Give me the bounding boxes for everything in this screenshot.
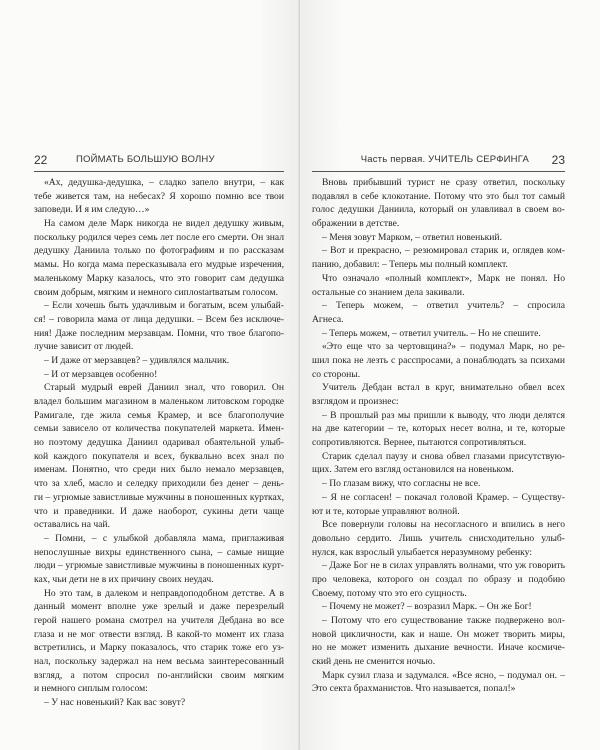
text-line: мамы. Но когда мама пересказывала его мудрые изречения,: [34, 259, 284, 271]
text-line: Старик сделал паузу и снова обвел глазами присутствую-: [322, 450, 565, 462]
text-line: Учитель Дебдан встал в круг, внимательно обвел всех: [322, 382, 565, 394]
text-line: – И даже от мерзавцев? – удивлялся мальчик.: [44, 354, 230, 366]
text-line: своим добрым, мягким и немного сиплоstartватым голосом.: [34, 286, 278, 298]
text-line: тебе живется там, на небесах? Я хорошо помню все твои: [34, 190, 284, 202]
left-page-number: 22: [34, 153, 48, 167]
text-line: про человека, которого он создал по образу и подобию: [312, 573, 565, 585]
text-line: – Почему не может? – возразил Марк. – Он же Бог!: [322, 601, 532, 613]
text-line: маленькому Марку казалось, что это говорит сам дедушка: [34, 272, 284, 284]
text-line: подавлял в себе клокотание. Потому что это был тот самый: [312, 190, 565, 202]
text-line: – Помни, – с улыбкой добавляла мама, приглаживая: [44, 532, 284, 544]
text-line: семьи зависело от количества покупателей маркета. Имен-: [34, 423, 284, 435]
text-line: Своему, потому что это его сущность.: [312, 587, 467, 599]
text-line: – В прошлый раз мы пришли к выводу, что люди делятся: [322, 409, 565, 421]
text-line: «Это еще что за чертовщина?» – подумал Марк, но ре-: [322, 341, 565, 353]
text-line: люди – угрюмые завистливые мужчины в поношенных курт-: [34, 560, 284, 572]
text-line: нал, поскольку задержал на нем весьма заинтересованный: [34, 656, 284, 668]
text-line: со стороны.: [312, 368, 361, 380]
text-line: ображении в детстве.: [312, 218, 400, 230]
text-line: довольно сердито. Лишь учитель снисходительно улыб-: [312, 532, 565, 544]
text-line: Но это там, в далеком и неправдоподобном детстве. А в: [44, 587, 284, 599]
text-line: данный момент вполне уже зрелый и даже перезрелый: [34, 601, 284, 613]
text-line: герой нашего романа смотрел на учителя Дебдана во все: [34, 615, 284, 626]
text-line: Старый мудрый еврей Даниил знал, что говорил. Он: [44, 382, 284, 394]
text-line: но поэтому дедушка Даниил одаривал обаятельной улыб-: [34, 437, 284, 449]
text-line: щих. Затем его взгляд остановился на новеньком.: [312, 464, 514, 476]
text-line: встретились, и Марку показалось, что старик тоже его уз-: [34, 642, 284, 654]
text-line: – Меня зовут Марком, – ответил новенький.: [322, 231, 502, 243]
text-line: Рамигале, где жила семья Крамер, и все благополучие: [34, 409, 284, 421]
text-line: ся! – говорила мама от лица дедушки. – Всем без исключе-: [34, 313, 284, 325]
text-line: нулся, как взрослый улыбается неразумному ребенку:: [312, 546, 533, 558]
text-line: – По глазам вижу, что согласны не все.: [322, 478, 481, 490]
left-running-title: ПОЙМАТЬ БОЛЬШУЮ ВОЛНУ: [76, 154, 215, 165]
text-line: поскольку родился через семь лет после его смерти. Он знал: [34, 231, 284, 243]
text-line: что за хлеб, масло и селедку приходили без денег – день-: [34, 478, 284, 490]
right-page-number: 23: [551, 153, 565, 167]
text-line: ги – угрюмые завистливые мужчины в поношенных куртках,: [34, 491, 284, 503]
text-line: ют и те, которые управляют волной.: [312, 505, 460, 517]
text-line: Вновь прибывший турист не сразу ответил, поскольку: [322, 177, 565, 188]
text-line: оставались на чай.: [34, 519, 110, 531]
text-line: лучие зависит от людей.: [34, 341, 134, 353]
text-line: – Теперь можем, – ответил учитель? – спросила: [322, 300, 565, 312]
right-page-header: [312, 153, 565, 167]
text-line: Это секта брахманистов. Что называется, попал!»: [312, 683, 516, 695]
text-line: глаза и не мог отвести взгляд. В какой-то момент их глаза: [34, 628, 284, 640]
text-line: Марк сузил глаза и задумался. «Все ясно, – подумал он. –: [322, 669, 565, 681]
text-line: ния! Даже последним мерзавцам. Помни, что твое благопо-: [34, 327, 284, 339]
right-page-text: [312, 176, 565, 696]
text-line: На самом деле Марк никогда не видел дедушку живым,: [44, 218, 284, 230]
text-line: ках, чьи дети не в их причину своих неудач.: [34, 573, 214, 585]
text-line: шил пока не лезть с расспросами, а понаблюдать за психами: [312, 354, 565, 366]
text-line: – Если хочешь быть удачливым и богатым, всем улыбай-: [44, 300, 284, 312]
text-line: «Ах, дедушка-дедушка, – сладко запело внутри, – как: [44, 177, 284, 188]
text-line: остальные со знанием дела закивали.: [312, 286, 465, 298]
text-line: – И от мерзавцев особенно!: [44, 368, 158, 380]
text-line: заповеди. И я им следую…»: [34, 204, 150, 216]
text-line: – Потому что его существование также подвержено вол-: [322, 615, 565, 626]
left-header-rule: [34, 171, 284, 172]
text-line: но не может изменить дыхание вечности. Иначе космиче-: [312, 642, 565, 654]
text-line: – Я не согласен! – покачал головой Крамер. – Существу-: [322, 491, 565, 503]
text-line: дедушку Даниила только по фотографиям и по рассказам: [34, 245, 284, 257]
text-line: владел большим магазином в маленьком литовском городке: [34, 396, 284, 407]
right-running-title: Часть первая. УЧИТЕЛЬ СЕРФИНГА: [360, 154, 529, 165]
left-page-header: [34, 153, 284, 167]
text-line: Что означало «полный комплект», Марк не понял. Но: [322, 272, 565, 284]
left-page-text: [34, 176, 284, 710]
text-line: Все повернули головы на несогласного и впились в него: [322, 519, 565, 531]
text-line: – Даже Бог не в силах управлять волнами, что уж говорить: [322, 560, 565, 572]
text-line: Агнеса.: [312, 313, 344, 325]
text-line: что и праведники. И даже наоборот, сукины дети чаще: [34, 505, 284, 517]
text-line: непослушные вихры единственного сына, – самые нищие: [34, 546, 284, 558]
text-line: – Теперь можем, – ответил учитель. – Но не спешите.: [322, 327, 541, 339]
text-line: новой цикличности, как и наше. Он может творить миры,: [312, 628, 565, 640]
text-line: кой каждого покупателя и всех, буквально всех знал по: [34, 450, 284, 462]
text-line: и немного сиплым голосом:: [34, 683, 148, 695]
text-line: взгляд, а потом спросил по-английски своим мягким: [34, 669, 284, 681]
text-line: – Вот и прекрасно, – резюмировал старик и, оглядев ком-: [322, 245, 565, 257]
right-header-rule: [312, 171, 565, 172]
text-line: на две категории – те, которых несет волна, и те, которые: [312, 423, 565, 435]
text-line: панию, добавил: – Теперь мы полный комплект.: [312, 259, 508, 271]
text-line: – У нас новенький? Как вас зовут?: [44, 697, 186, 709]
text-line: сопротивляются. Вернее, пытаются сопротивляться.: [312, 437, 527, 449]
text-line: голос дедушки Даниила, который он улавливал в своем во-: [312, 204, 565, 216]
text-line: взглядом и произнес:: [312, 396, 399, 407]
right-page: [300, 0, 600, 750]
text-line: именам. Понятно, что среди них было немало мерзавцев,: [34, 464, 284, 476]
text-line: ский день не сменится ночью.: [312, 656, 436, 668]
